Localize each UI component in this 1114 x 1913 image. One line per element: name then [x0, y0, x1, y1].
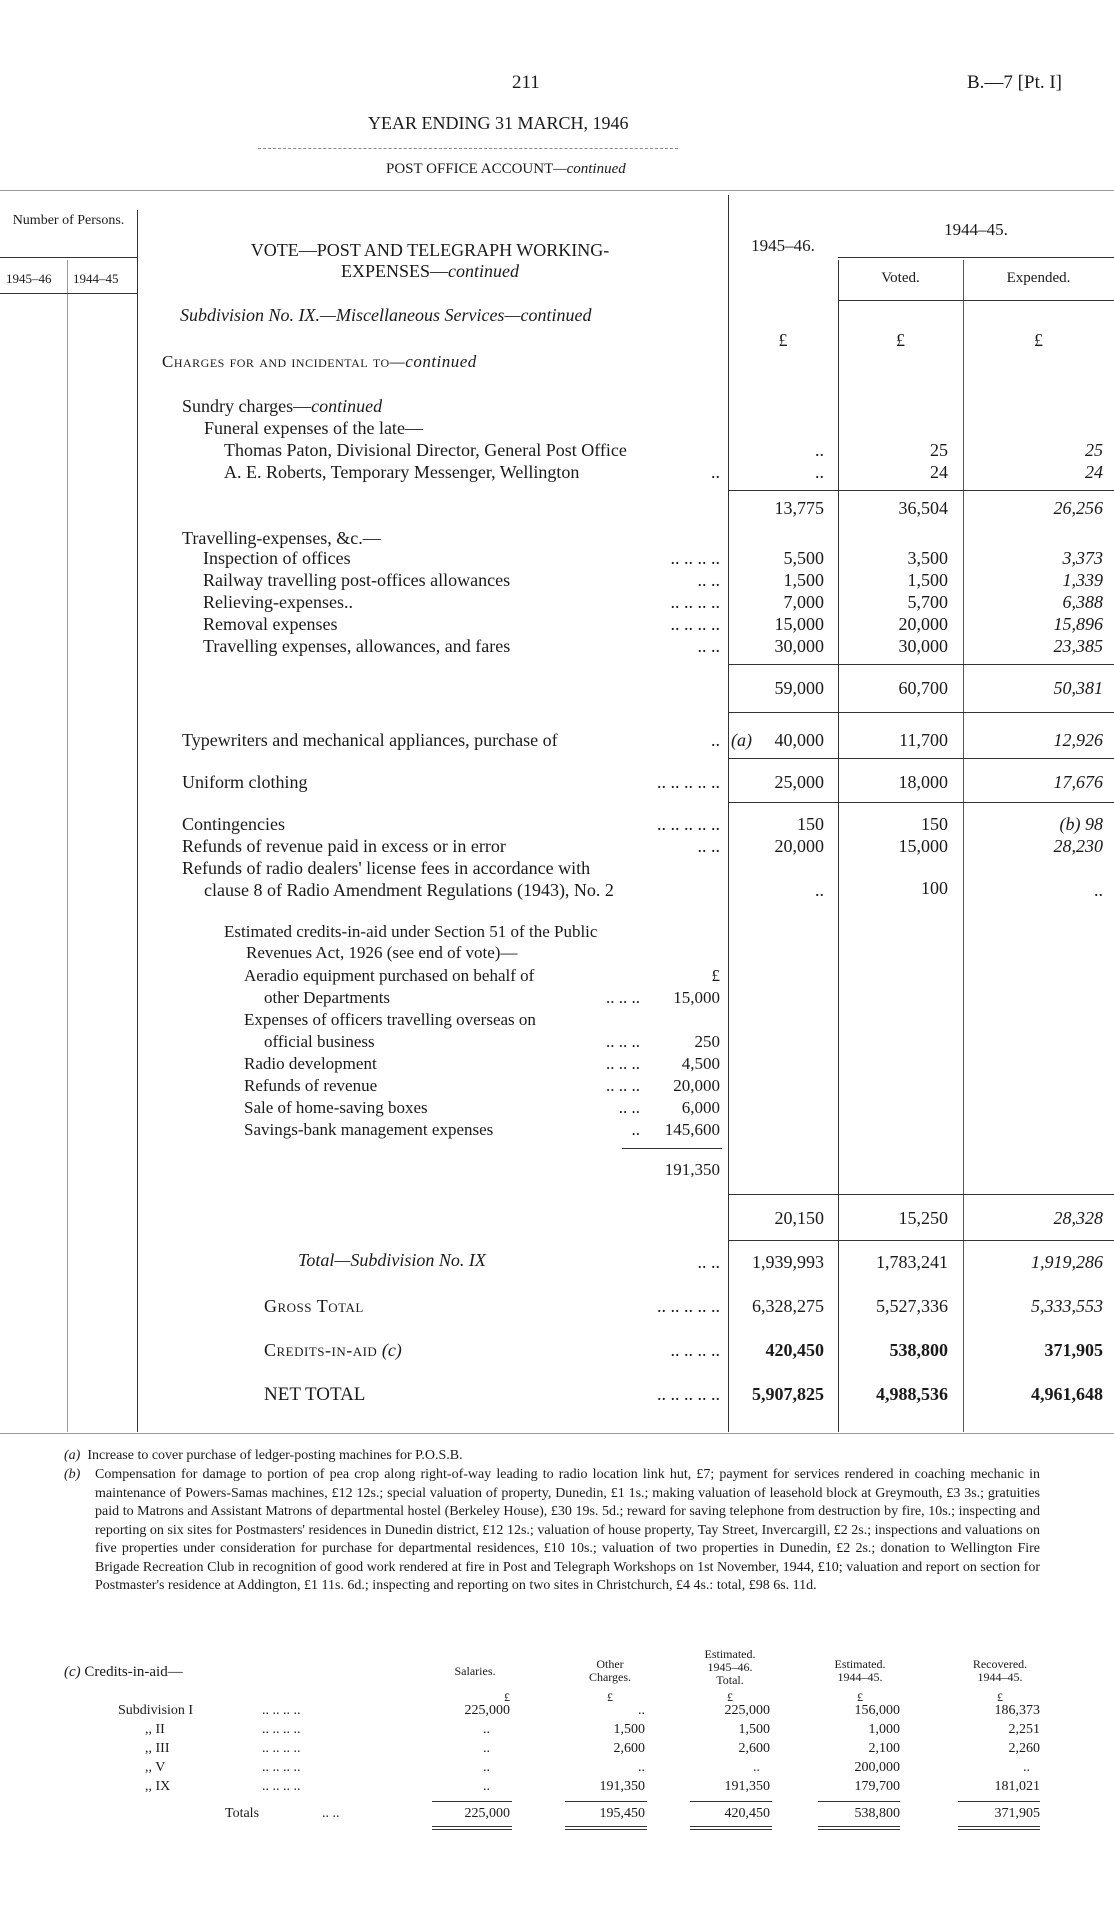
dots: .. .. .. .. .. — [657, 1384, 720, 1404]
cell-expended: 6,388 — [1062, 592, 1103, 612]
uniform-expended: 17,676 — [1053, 772, 1103, 792]
credit-item-line2: official business — [264, 1032, 375, 1051]
cell-1945: 30,000 — [774, 636, 824, 656]
item-label: Removal expenses — [203, 614, 338, 634]
typewriters-label: Typewriters and mechanical appliances, purchase of — [182, 730, 558, 750]
cell-other: .. — [638, 1703, 645, 1718]
subdivision-total-1945: 1,939,993 — [752, 1252, 824, 1272]
radio-refunds-line1: Refunds of radio dealers' license fees in accordance with — [182, 858, 591, 878]
credits-heading-line2: Revenues Act, 1926 (see end of vote)— — [246, 943, 518, 962]
credit-item-line2: other Departments — [264, 988, 391, 1007]
table-row-label: ,, III — [145, 1741, 170, 1756]
credit-amount: 20,000 — [673, 1076, 720, 1095]
dots: .. .. — [322, 1806, 340, 1821]
table-row-label: ,, IX — [145, 1779, 171, 1794]
sundry-total-voted: 36,504 — [898, 498, 948, 518]
table-row-label: Subdivision I — [118, 1703, 194, 1718]
cell-total: .. — [753, 1760, 760, 1775]
footnote-b: Compensation for damage to portion of pea crop along right-of-way leading to radio location link hut, £7; payment for services rendered in coaching mechanic in maintenance of Powers-Samas machines, £12 12s.; special valuation of property, Dunedin, £1 1s.; making valuation of leasehold block at Greymouth, £3 3s.; gratuities paid to Matrons and Assistant Matrons of departmental hostel (Berkeley House), £30 19s. 5d.; reward for saving telephone from destruction by fire, 10s.; inspecting and reporting on six sites for Postmasters' residences in Dunedin district, £12 12s.; valuation of house property, Tay Street, Invercargill, £2 2s.; inspections and valuations on five properties under consideration for purchase for departmental residences, £10 10s.; valuation of two properties in Dunedin, £2 2s.; donation to Wellington Fire Brigade Recreation Club in recognition of good work rendered at fire in Post and Telegraph Workshops on 1st November, 1944, £10; valuation and report on section for Postmaster's residence at Addington, £1 11s. 6d.; inspecting and reporting on two sites in Christchurch, £4 4s.: total, £98 6s. 11d. — [95, 1467, 1040, 1593]
totals-total: 420,450 — [724, 1806, 770, 1821]
net-total-voted: 4,988,536 — [876, 1384, 948, 1404]
col-1945-46-header: 1945–46. — [751, 236, 815, 255]
dots: .. .. .. .. — [262, 1703, 301, 1718]
item-label: A. E. Roberts, Temporary Messenger, Wellington — [224, 462, 580, 482]
cell-salaries: .. — [483, 1722, 490, 1737]
gross-total-label: Gross Total — [264, 1296, 364, 1316]
misc-total-expended: 28,328 — [1053, 1208, 1103, 1228]
cell-expended: 1,339 — [1062, 570, 1103, 590]
cell-other: .. — [638, 1760, 645, 1775]
typewriters-voted: 11,700 — [899, 730, 948, 750]
cell-expended: 25 — [1085, 440, 1103, 460]
totals-salaries: 225,000 — [464, 1806, 510, 1821]
subdivision-total-label: Total—Subdivision No. IX — [298, 1250, 486, 1270]
refunds-1945: 20,000 — [774, 836, 824, 856]
account-title: POST OFFICE ACCOUNT—continued — [386, 161, 626, 177]
cell-expended: 24 — [1085, 462, 1103, 482]
credits-currency: £ — [711, 966, 720, 985]
dots: .. — [711, 730, 720, 750]
item-label: Travelling expenses, allowances, and fares — [203, 636, 511, 656]
persons-1944-45-header: 1944–45 — [73, 271, 119, 286]
cell-voted: 3,500 — [907, 548, 948, 568]
credit-item-label: Radio development — [244, 1054, 377, 1073]
cell-other: 191,350 — [599, 1779, 645, 1794]
currency-voted: £ — [896, 330, 905, 350]
cell-1945: 7,000 — [783, 592, 824, 612]
cell-recovered: 181,021 — [994, 1779, 1040, 1794]
cell-est44: 1,000 — [868, 1722, 900, 1737]
cell-voted: 30,000 — [898, 636, 948, 656]
totals-label: Totals — [225, 1806, 260, 1821]
cell-other: 1,500 — [613, 1722, 645, 1737]
currency: £ — [727, 1690, 733, 1704]
contingencies-1945: 150 — [797, 814, 824, 834]
cell-salaries: .. — [483, 1760, 490, 1775]
misc-total-1945: 20,150 — [774, 1208, 824, 1228]
typewriters-expended: 12,926 — [1053, 730, 1103, 750]
refunds-label: Refunds of revenue paid in excess or in error — [182, 836, 506, 856]
dots: .. .. .. .. — [262, 1741, 301, 1756]
sundry-total-expended: 26,256 — [1053, 498, 1103, 518]
travelling-total-voted: 60,700 — [898, 678, 948, 698]
table-row-label: ,, V — [145, 1760, 166, 1775]
number-of-persons-header: Number of Persons. — [12, 213, 125, 228]
item-label: Thomas Paton, Divisional Director, General Post Office — [224, 440, 627, 460]
net-total-1945: 5,907,825 — [752, 1384, 824, 1404]
credits-total: 191,350 — [664, 1160, 720, 1179]
contingencies-voted: 150 — [921, 814, 948, 834]
voted-header: Voted. — [881, 270, 920, 286]
currency: £ — [504, 1690, 510, 1704]
currency-expended: £ — [1034, 330, 1043, 350]
cell-1945: .. — [815, 440, 824, 460]
travelling-heading: Travelling-expenses, &c.— — [182, 528, 381, 548]
sundry-heading: Sundry charges—continued — [182, 396, 383, 416]
credit-item-label: Savings-bank management expenses — [244, 1120, 494, 1139]
credit-amount: 250 — [694, 1032, 720, 1051]
dots: .. — [631, 1120, 640, 1139]
year-title: YEAR ENDING 31 MARCH, 1946 — [368, 113, 629, 133]
credit-item-label: Refunds of revenue — [244, 1076, 378, 1095]
expended-header: Expended. — [1006, 270, 1071, 286]
travelling-total-1945: 59,000 — [774, 678, 824, 698]
cell-voted: 24 — [930, 462, 948, 482]
item-label: Relieving-expenses.. — [203, 592, 353, 612]
subdivision-total-expended: 1,919,286 — [1031, 1252, 1103, 1272]
misc-total-voted: 15,250 — [898, 1208, 948, 1228]
radio-refunds-1945: .. — [815, 880, 824, 900]
dots: .. .. .. — [606, 1076, 640, 1095]
dots: .. .. — [697, 1252, 720, 1272]
cell-total: 191,350 — [724, 1779, 770, 1794]
dots: .. .. .. .. — [262, 1722, 301, 1737]
charges-heading: Charges for and incidental to—continued — [162, 352, 477, 371]
currency: £ — [857, 1690, 863, 1704]
currency: £ — [997, 1690, 1003, 1704]
persons-1945-46-header: 1945–46 — [6, 271, 52, 286]
cell-total: 2,600 — [738, 1741, 770, 1756]
dots: .. .. .. — [606, 1054, 640, 1073]
col-salaries-header: Salaries. — [454, 1664, 496, 1678]
cell-est44: 179,700 — [854, 1779, 900, 1794]
cell-expended: 3,373 — [1062, 548, 1103, 568]
dots: .. .. .. .. — [670, 548, 720, 568]
totals-est44: 538,800 — [854, 1806, 900, 1821]
uniform-1945: 25,000 — [774, 772, 824, 792]
contingencies-expended: (b) 98 — [1059, 814, 1103, 834]
cell-voted: 25 — [930, 440, 948, 460]
credit-amount: 145,600 — [664, 1120, 720, 1139]
cell-salaries: .. — [483, 1779, 490, 1794]
col-1944-45-header: 1944–45. — [944, 220, 1008, 239]
dots: .. .. .. .. .. — [657, 814, 720, 834]
gross-total-expended: 5,333,553 — [1031, 1296, 1103, 1316]
cell-total: 225,000 — [724, 1703, 770, 1718]
cell-recovered: 2,251 — [1008, 1722, 1040, 1737]
dots: .. .. .. .. — [670, 614, 720, 634]
travelling-total-expended: 50,381 — [1053, 678, 1103, 698]
dots: .. .. .. — [606, 1032, 640, 1051]
footnote-b-mark: (b) — [64, 1467, 81, 1482]
cell-1945: 1,500 — [783, 570, 824, 590]
credit-item-line1: Expenses of officers travelling overseas on — [244, 1010, 536, 1029]
uniform-voted: 18,000 — [898, 772, 948, 792]
credit-amount: 6,000 — [681, 1098, 720, 1117]
cell-salaries: .. — [483, 1741, 490, 1756]
cell-est44: 156,000 — [854, 1703, 900, 1718]
credit-item-label: Sale of home-saving boxes — [244, 1098, 428, 1117]
credit-amount: 4,500 — [681, 1054, 720, 1073]
footnote-a: (a) Increase to cover purchase of ledger-posting machines for P.O.S.B. — [64, 1448, 463, 1463]
net-total-label: NET TOTAL — [264, 1384, 366, 1405]
cell-expended: 15,896 — [1053, 614, 1103, 634]
dots: .. .. — [697, 836, 720, 856]
dots: .. .. — [618, 1098, 640, 1117]
dots: .. .. .. .. — [670, 592, 720, 612]
item-label: Inspection of offices — [203, 548, 351, 568]
dots: .. .. .. — [606, 988, 640, 1007]
cell-voted: 1,500 — [907, 570, 948, 590]
net-total-expended: 4,961,648 — [1031, 1384, 1103, 1404]
refunds-expended: 28,230 — [1053, 836, 1103, 856]
currency: £ — [607, 1690, 613, 1704]
cell-1945: 15,000 — [774, 614, 824, 634]
cell-voted: 20,000 — [898, 614, 948, 634]
report-reference: B.—7 [Pt. I] — [967, 72, 1062, 93]
col-estimated-1945-header: Estimated. 1945–46. Total. — [704, 1647, 756, 1687]
cell-other: 2,600 — [613, 1741, 645, 1756]
dots: .. .. .. .. .. — [657, 772, 720, 792]
gross-total-voted: 5,527,336 — [876, 1296, 948, 1316]
item-label: Railway travelling post-offices allowances — [203, 570, 511, 590]
col-estimated-1944-header: Estimated. 1944–45. — [834, 1657, 886, 1684]
cell-total: 1,500 — [738, 1722, 770, 1737]
cell-salaries: 225,000 — [464, 1703, 510, 1718]
cell-recovered: .. — [1023, 1760, 1030, 1775]
col-recovered-header: Recovered. 1944–45. — [972, 1657, 1028, 1684]
radio-refunds-voted: 100 — [921, 878, 948, 898]
funeral-heading: Funeral expenses of the late— — [204, 418, 423, 438]
cell-est44: 200,000 — [854, 1760, 900, 1775]
refunds-voted: 15,000 — [898, 836, 948, 856]
dots: .. .. — [697, 570, 720, 590]
uniform-label: Uniform clothing — [182, 772, 308, 792]
col-other-header: Other Charges. — [588, 1657, 632, 1684]
cell-voted: 5,700 — [907, 592, 948, 612]
sundry-total-1945: 13,775 — [774, 498, 824, 518]
currency-1945: £ — [778, 330, 788, 350]
cell-1945: 5,500 — [783, 548, 824, 568]
contingencies-label: Contingencies — [182, 814, 285, 834]
dots: .. — [711, 462, 720, 482]
dots: .. .. .. .. .. — [657, 1296, 720, 1316]
dots: .. .. — [697, 636, 720, 656]
dots: .. .. .. .. — [262, 1760, 301, 1775]
totals-other: 195,450 — [599, 1806, 645, 1821]
credits-in-aid-expended: 371,905 — [1044, 1340, 1103, 1360]
credits-table-title: (c) Credits-in-aid— — [64, 1664, 183, 1680]
dots: .. .. .. .. — [670, 1340, 720, 1360]
credits-in-aid-voted: 538,800 — [889, 1340, 948, 1360]
credit-item-line1: Aeradio equipment purchased on behalf of — [244, 966, 535, 985]
radio-refunds-line2: clause 8 of Radio Amendment Regulations (1943), No. 2 — [204, 880, 614, 900]
typewriters-1945: 40,000 — [774, 730, 824, 750]
typewriters-note-mark: (a) — [731, 730, 752, 750]
cell-recovered: 2,260 — [1008, 1741, 1040, 1756]
cell-est44: 2,100 — [868, 1741, 900, 1756]
subdivision-total-voted: 1,783,241 — [876, 1252, 948, 1272]
dots: .. .. .. .. — [262, 1779, 301, 1794]
credits-in-aid-1945: 420,450 — [765, 1340, 824, 1360]
credit-amount: 15,000 — [673, 988, 720, 1007]
totals-recovered: 371,905 — [994, 1806, 1040, 1821]
radio-refunds-expended: .. — [1094, 880, 1103, 900]
cell-expended: 23,385 — [1053, 636, 1103, 656]
cell-recovered: 186,373 — [994, 1703, 1040, 1718]
table-row-label: ,, II — [145, 1722, 165, 1737]
subdivision-heading: Subdivision No. IX.—Miscellaneous Services—continued — [180, 305, 592, 325]
vote-title: VOTE—POST AND TELEGRAPH WORKING- EXPENSES—continued — [250, 240, 610, 281]
credits-in-aid-label: Credits-in-aid (c) — [264, 1340, 402, 1360]
gross-total-1945: 6,328,275 — [752, 1296, 824, 1316]
cell-1945: .. — [815, 462, 824, 482]
page-number: 211 — [512, 72, 540, 93]
credits-heading-line1: Estimated credits-in-aid under Section 51 of the Public — [224, 922, 598, 941]
